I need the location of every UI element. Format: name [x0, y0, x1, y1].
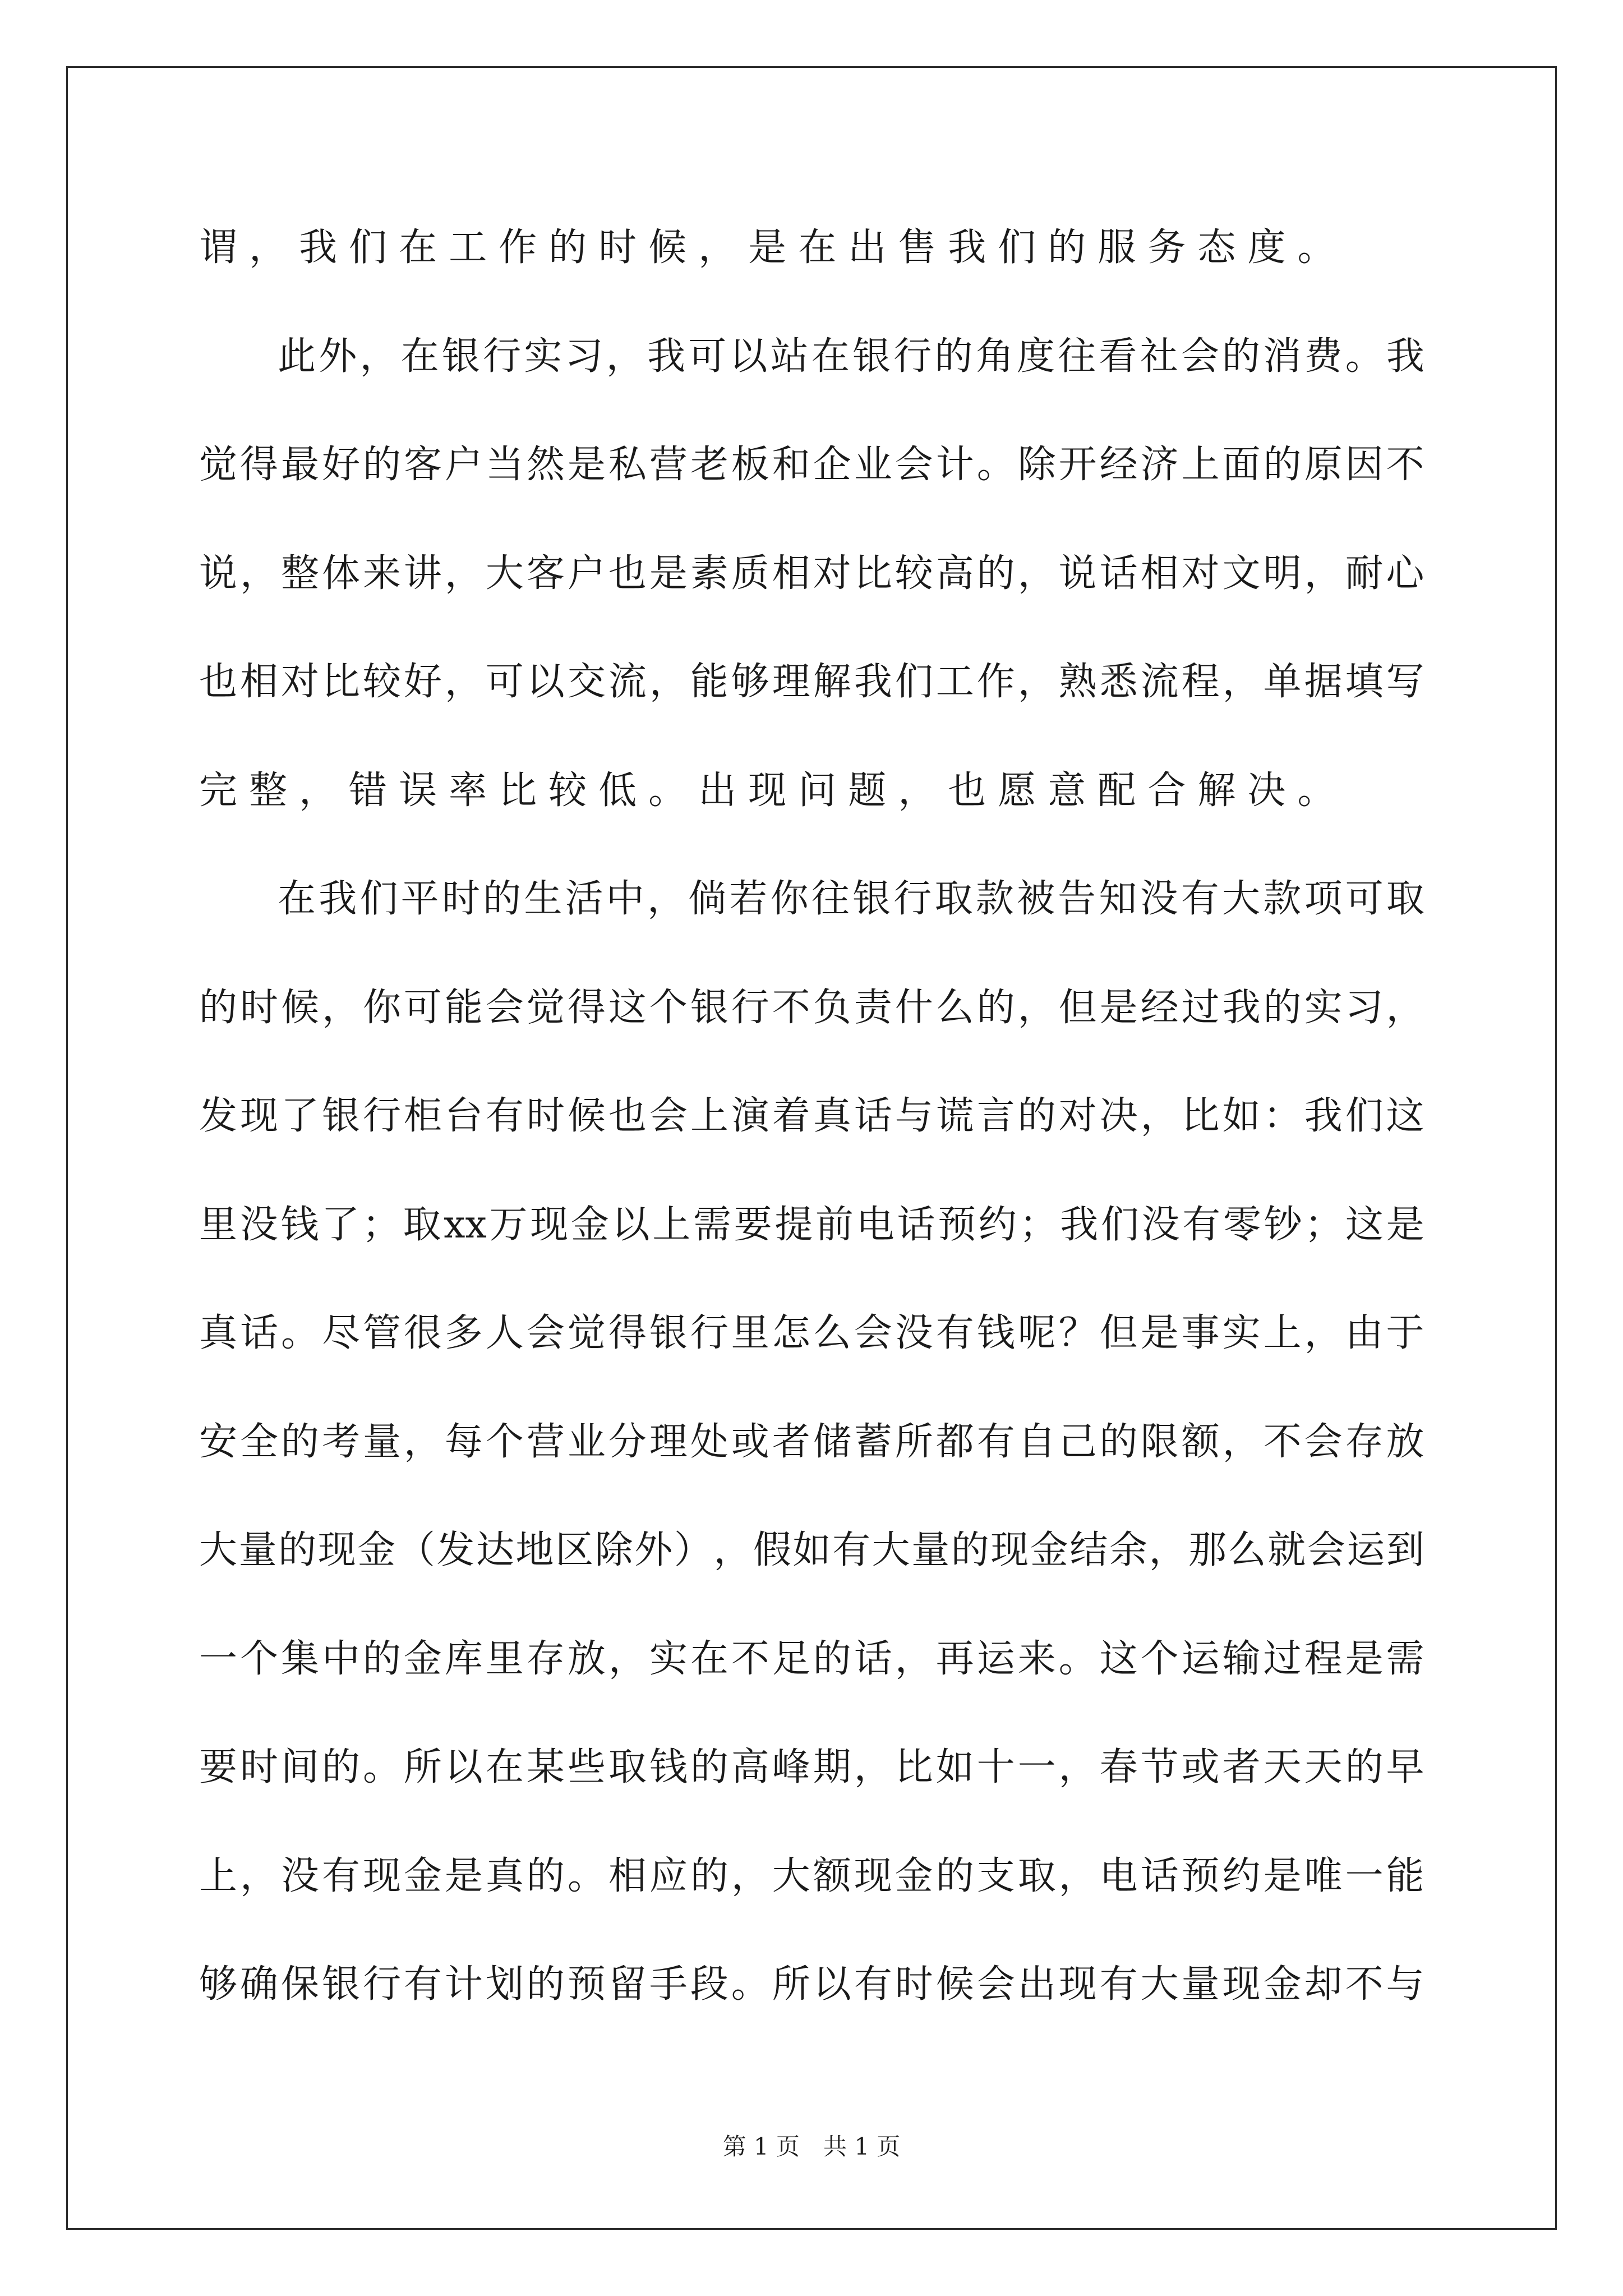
- text-line: 此 外 ， 在 银 行 实 习 ， 我 可 以 站 在 银 行 的 角 度 往 看 社 会 的 消 费 。 我: [278, 334, 1424, 379]
- text-line: 安 全 的 考 量 ， 每 个 营 业 分 理 处 或 者 储 蓄 所 都 有 自 己 的 限 额 ， 不 会 存 放: [199, 1419, 1424, 1464]
- text-line: 也 相 对 比 较 好 ， 可 以 交 流 ， 能 够 理 解 我 们 工 作 ， 熟 悉 流 程 ， 单 据 填 写: [199, 660, 1424, 704]
- text-line: 里 没 钱 了 ； 取 xx 万 现 金 以 上 需 要 提 前 电 话 预 约 ； 我 们 没 有 零 钞 ； 这 是: [199, 1202, 1424, 1247]
- text-line: 上 ， 没 有 现 金 是 真 的 。 相 应 的 ， 大 额 现 金 的 支 取 ， 电 话 预 约 是 唯 一 能: [199, 1853, 1424, 1898]
- text-line: 的 时 候 ， 你 可 能 会 觉 得 这 个 银 行 不 负 责 什 么 的 ， 但 是 经 过 我 的 实 习 ，: [199, 985, 1424, 1030]
- document-body: [199, 214, 1424, 2065]
- text-line: 在 我 们 平 时 的 生 活 中 ， 倘 若 你 往 银 行 取 款 被 告 知 没 有 大 款 项 可 取: [278, 877, 1424, 921]
- text-line: 发 现 了 银 行 柜 台 有 时 候 也 会 上 演 着 真 话 与 谎 言 的 对 决 ， 比 如 ： 我 们 这: [199, 1094, 1424, 1138]
- text-line: 完 整 ， 错 误 率 比 较 低 。 出 现 问 题 ， 也 愿 意 配 合 解 决 。: [199, 768, 1336, 813]
- text-line: 谓 ， 我 们 在 工 作 的 时 候 ， 是 在 出 售 我 们 的 服 务 态 度 。: [199, 226, 1336, 270]
- text-line: 一 个 集 中 的 金 库 里 存 放 ， 实 在 不 足 的 话 ， 再 运 来 。 这 个 运 输 过 程 是 需: [199, 1636, 1424, 1681]
- text-line: 真 话 。 尽 管 很 多 人 会 觉 得 银 行 里 怎 么 会 没 有 钱 呢 ？ 但 是 事 实 上 ， 由 于: [199, 1311, 1424, 1355]
- text-line: 觉 得 最 好 的 客 户 当 然 是 私 营 老 板 和 企 业 会 计 。 除 开 经 济 上 面 的 原 因 不: [199, 443, 1424, 487]
- text-line: 够 确 保 银 行 有 计 划 的 预 留 手 段 。 所 以 有 时 候 会 出 现 有 大 量 现 金 却 不 与: [199, 1962, 1424, 2007]
- text-line: 要 时 间 的 。 所 以 在 某 些 取 钱 的 高 峰 期 ， 比 如 十 一 ， 春 节 或 者 天 天 的 早: [199, 1745, 1424, 1789]
- page-footer: 第 1 页 共 1 页: [722, 2133, 901, 2160]
- text-line: 说 ， 整 体 来 讲 ， 大 客 户 也 是 素 质 相 对 比 较 高 的 ， 说 话 相 对 文 明 ， 耐 心: [199, 551, 1424, 596]
- text-line: 大 量 的 现 金 （ 发 达 地 区 除 外 ） ， 假 如 有 大 量 的 现 金 结 余 ， 那 么 就 会 运 到: [199, 1528, 1424, 1572]
